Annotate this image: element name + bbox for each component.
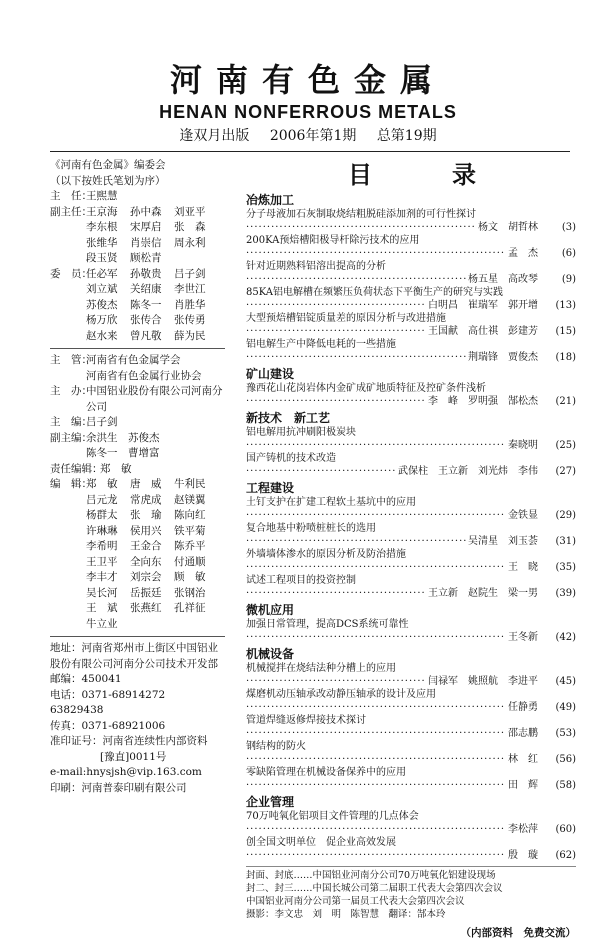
editor-name: 陈向红	[174, 509, 206, 521]
toc-entry-leader	[246, 439, 576, 452]
org-role: 主 管：	[50, 354, 92, 366]
board-group	[50, 205, 225, 267]
divider	[50, 636, 225, 637]
org-row	[50, 431, 225, 462]
toc-entry-authors: 李松萍	[508, 824, 538, 835]
editor-name: 陈乔平	[174, 540, 206, 552]
member-name: 关绍康	[130, 283, 162, 295]
toc-entry-leader	[246, 561, 576, 574]
masthead-credits	[50, 158, 225, 796]
toc-entry-title: 豫西花山花岗岩体内金矿成矿地质特征及控矿条件浅析	[246, 383, 486, 394]
org-role: 主 编：	[50, 416, 92, 428]
org-value: 吕子剑	[86, 416, 118, 428]
editor-name: 王金合	[130, 540, 162, 552]
toc-entry-page: (29)	[555, 510, 576, 521]
dot-leader	[246, 727, 506, 740]
toc-entry-title: 大型预焙槽铝锭质量差的原因分析与改进措施	[246, 313, 446, 324]
dot-leader	[246, 631, 506, 644]
org-role: 责任编辑：	[50, 462, 103, 475]
org-row	[50, 415, 225, 431]
toc-entry	[246, 260, 576, 286]
organization	[50, 353, 225, 477]
toc-entry-leader	[246, 849, 576, 862]
issue-number: 2006年第1期	[269, 128, 357, 144]
toc-entry	[246, 836, 576, 862]
toc-entry-leader	[246, 299, 576, 312]
editor-name: 张燕红	[130, 602, 162, 614]
toc-section-title: 机械设备	[246, 647, 295, 661]
dot-leader	[246, 509, 506, 522]
org-row	[50, 353, 225, 384]
toc-entry-authors: 王冬新	[508, 632, 538, 643]
toc-entry-title: 机械搅拌在烧结法种分槽上的应用	[246, 663, 396, 674]
dot-leader	[246, 273, 466, 286]
toc-entry-page: (58)	[555, 780, 576, 791]
toc-section-title: 新技术 新工艺	[246, 411, 331, 425]
org-row	[50, 384, 225, 415]
member-name: 刘亚平	[174, 205, 206, 218]
license: 准印证号：河南省连续性内部资料	[50, 735, 208, 747]
toc-entry-page: (31)	[555, 536, 576, 547]
license-number: [豫直]0011号	[100, 750, 167, 763]
dot-leader	[246, 675, 426, 688]
toc-entry-page: (3)	[561, 222, 576, 233]
toc-entry	[246, 234, 576, 260]
toc-entry-title: 加强日常管理，提高DCS系统可靠性	[246, 619, 409, 630]
fax: 传真：0371-68921006	[50, 719, 166, 732]
toc-section-title: 冶炼加工	[246, 193, 295, 207]
toc-entry-authors: 孟 杰	[508, 248, 538, 259]
member-name: 张 森	[174, 221, 206, 233]
editor-name: 侯用兴	[130, 524, 162, 537]
editor-name: 张 瑜	[130, 509, 162, 521]
editor-name: 杨群太	[86, 509, 118, 521]
dot-leader	[246, 439, 506, 452]
toc-entry-title: 煤磨机动压轴承改动静压轴承的设计及应用	[246, 689, 436, 700]
toc-entry-authors: 杨五星 高改琴	[468, 274, 538, 285]
member-name: 周永利	[174, 236, 206, 249]
editors	[50, 477, 225, 632]
toc-entry-authors: 李 峰 罗明强 郜松杰	[428, 396, 538, 407]
toc-entry-title: 铝电解用抗冲刷阳极炭块	[246, 427, 356, 438]
toc-entry-leader	[246, 701, 576, 714]
toc-entry-authors: 王 晓	[508, 562, 538, 573]
member-name: 孙中森	[130, 205, 162, 218]
editor-name: 张钢治	[174, 586, 206, 599]
masthead	[0, 60, 616, 145]
dot-leader	[246, 779, 506, 792]
editors-row	[50, 477, 225, 632]
toc-entry-page: (15)	[555, 326, 576, 337]
toc-entry-page: (45)	[555, 676, 576, 687]
member-name: 赵水来	[86, 329, 118, 342]
toc-entry-page: (13)	[555, 300, 576, 311]
member-name: 段玉贤	[86, 252, 118, 264]
toc-entry-page: (62)	[555, 850, 576, 861]
toc-entry-title: 外墙墙体渗水的原因分析及防治措施	[246, 549, 406, 560]
divider	[50, 348, 225, 349]
toc-entry-title: 铝电解生产中降低电耗的一些措施	[246, 339, 396, 350]
toc-entry-leader	[246, 779, 576, 792]
postcode: 邮编：450041	[50, 673, 122, 685]
toc-heading: 目 录	[348, 160, 504, 189]
toc-entry-leader	[246, 587, 576, 600]
editor-name: 王卫平	[86, 555, 118, 568]
toc-entry-leader	[246, 221, 576, 234]
toc-entry-authors: 邵志鹏	[508, 728, 538, 739]
masthead-rule	[50, 151, 570, 152]
toc-entry-page: (39)	[555, 588, 576, 599]
org-value: 郑 敏	[100, 462, 132, 475]
toc-entry-title: 分子母液加石灰制取烧结粗脱硅添加剂的可行性探讨	[246, 209, 476, 220]
toc-entry	[246, 382, 576, 408]
address: 地址：河南省郑州市上街区中国铝业股份有限公司河南分公司技术开发部	[50, 642, 218, 670]
toc-section-title: 企业管理	[246, 795, 295, 809]
dot-leader	[246, 325, 426, 338]
board-members	[50, 189, 225, 344]
toc-entry-title: 创全国文明单位 促企业高效发展	[246, 837, 396, 848]
toc-entry	[246, 452, 576, 478]
board-note: （以下按姓氏笔划为序）	[50, 174, 166, 187]
toc-entry-authors: 林 红	[508, 754, 538, 765]
toc-entry-authors: 吴清星 刘玉荟	[468, 536, 538, 547]
toc-entry	[246, 662, 576, 688]
dot-leader	[246, 395, 426, 408]
toc-entry-page: (6)	[561, 248, 576, 259]
member-name: 苏俊杰	[86, 298, 118, 311]
editor-name: 许琳琳	[86, 524, 118, 537]
printer: 印刷：河南普泰印刷有限公司	[50, 781, 187, 794]
toc-entry-title: 钢结构的防火	[246, 741, 306, 752]
cover-credit-line: 摄影：李文忠 刘 明 陈智慧 翻译：郜本玲	[246, 909, 446, 920]
toc-entry-page: (25)	[555, 440, 576, 451]
toc-entry	[246, 312, 576, 338]
editor-name: 常虎成	[130, 493, 162, 506]
publication-frequency: 逢双月出版	[179, 128, 250, 144]
toc-entry-authors: 秦晓明	[508, 440, 538, 451]
toc-entry	[246, 714, 576, 740]
toc-entry-page: (18)	[555, 352, 576, 363]
member-name: 王熙慧	[86, 190, 118, 202]
dot-leader	[246, 753, 506, 766]
toc-entry-title: 零缺陷管理在机械设备保养中的应用	[246, 767, 406, 778]
editor-name: 李丰才	[86, 571, 118, 583]
dot-leader	[246, 849, 506, 862]
journal-title-en: HENAN NONFERROUS METALS	[159, 102, 457, 122]
toc-entry-authors: 田 辉	[508, 780, 538, 791]
toc-entry-leader	[246, 351, 576, 364]
dot-leader	[246, 247, 506, 260]
toc-entry-leader	[246, 535, 576, 548]
board-role: 主 任：	[50, 190, 92, 202]
toc-entry-page: (35)	[555, 562, 576, 573]
toc-section-title: 微机应用	[246, 603, 295, 617]
toc-entry-page: (56)	[555, 754, 576, 765]
member-name: 刘立斌	[86, 283, 118, 295]
member-name: 薛为民	[174, 329, 206, 342]
table-of-contents	[246, 160, 576, 940]
toc-entry-page: (53)	[555, 728, 576, 739]
toc-entry-authors: 金铁显	[508, 510, 538, 521]
org-role: 副主编：	[50, 431, 92, 444]
journal-title-cn: 河南有色金属	[169, 61, 446, 99]
board-role: 副主任：	[50, 205, 92, 218]
toc-entry-leader	[246, 631, 576, 644]
toc-entry-leader	[246, 273, 576, 286]
member-name: 李世江	[174, 283, 206, 295]
toc-entry-authors: 杨文 胡哲林	[478, 222, 538, 233]
editor-name: 刘宗会	[130, 571, 162, 583]
toc-entry-title: 复合地基中粉喷桩桩长的选用	[246, 523, 376, 534]
board-names	[86, 267, 225, 345]
toc-entry	[246, 208, 576, 234]
toc-entry-title: 针对近期熟料铝溶出提高的分析	[246, 261, 386, 272]
editor-name: 顾 敏	[174, 571, 206, 583]
editor-name: 郑 敏	[86, 478, 118, 490]
toc-entry-leader	[246, 247, 576, 260]
member-name: 顾松青	[130, 252, 162, 264]
member-name: 杨万欣	[86, 314, 118, 326]
member-name: 李东根	[86, 221, 118, 233]
org-row	[50, 462, 225, 478]
toc-entry-leader	[246, 325, 576, 338]
board-group	[50, 267, 225, 345]
toc-entry-title: 土钉支护在扩建工程软土基坑中的应用	[246, 497, 416, 508]
editor-name: 唐 威	[130, 478, 162, 490]
member-name: 肖胜华	[174, 298, 206, 311]
toc-entry-leader	[246, 753, 576, 766]
org-value: 河南省有色金属学会 河南省有色金属行业协会	[86, 354, 202, 382]
cover-credits	[246, 869, 576, 921]
toc-section-title: 矿山建设	[246, 367, 295, 381]
toc-entry	[246, 286, 576, 312]
toc-entry	[246, 740, 576, 766]
member-name: 宋厚启	[130, 221, 162, 233]
toc-entry-leader	[246, 727, 576, 740]
editor-name: 岳振廷	[130, 586, 162, 599]
board-role: 委 员：	[50, 267, 92, 280]
editor-name: 孔祥征	[174, 602, 206, 614]
dot-leader	[246, 351, 466, 364]
toc-entry	[246, 618, 576, 644]
editor-name: 铁平菊	[174, 524, 206, 537]
editor-name: 王 斌	[86, 602, 118, 614]
member-name: 肖崇信	[130, 236, 162, 249]
dot-leader	[246, 823, 506, 836]
toc-entry-authors: 闫禄军 姚照航 李进平	[428, 676, 538, 687]
toc-entry-title: 国产铸机的技术改造	[246, 453, 336, 464]
dot-leader	[246, 701, 506, 714]
dot-leader	[246, 465, 396, 478]
toc-entry	[246, 548, 576, 574]
board-group	[50, 189, 225, 205]
total-issue-number: 总第19期	[376, 128, 437, 144]
dot-leader	[246, 587, 426, 600]
toc-entry-title: 试述工程项目的投资控制	[246, 575, 356, 586]
dot-leader	[246, 561, 506, 574]
toc-entry-leader	[246, 509, 576, 522]
member-name: 陈冬一	[130, 298, 162, 311]
member-name: 吕子剑	[174, 267, 206, 280]
editors-role: 编 辑：	[50, 478, 92, 490]
editor-name: 吴长河	[86, 586, 118, 599]
toc-entry-leader	[246, 465, 576, 478]
member-name: 王京海	[86, 205, 118, 218]
board-names	[86, 205, 225, 267]
editor-name: 全向东	[130, 555, 162, 568]
org-value: 余洪生 苏俊杰 陈冬一 曹增富	[86, 431, 160, 459]
contact-info	[50, 641, 225, 796]
toc-entry-title: 200KA预焙槽阳极导杆除污技术的应用	[246, 235, 420, 246]
toc-entry-page: (27)	[555, 466, 576, 477]
toc-entry	[246, 688, 576, 714]
editor-name: 赵镁翼	[174, 493, 206, 506]
internal-stamp: （内部资料 免费交流）	[460, 927, 576, 939]
editor-name: 牛立业	[86, 617, 118, 630]
toc-entry	[246, 496, 576, 522]
toc-entry-page: (42)	[555, 632, 576, 643]
toc-entry-leader	[246, 395, 576, 408]
dot-leader	[246, 535, 466, 548]
toc-entry-title: 管道焊缝返修焊接技术探讨	[246, 715, 366, 726]
org-value: 中国铝业股份有限公司河南分公司	[86, 385, 223, 413]
divider	[246, 866, 576, 867]
member-name: 张维华	[86, 236, 118, 249]
editor-names	[86, 477, 225, 632]
cover-credit-line: 中国铝业河南分公司第一届员工代表大会第四次会议	[246, 896, 465, 907]
editor-name: 李希明	[86, 540, 118, 552]
email: e-mail:hnysjsh@vip.163.com	[50, 766, 202, 778]
toc-sections	[246, 193, 576, 862]
toc-entry	[246, 426, 576, 452]
toc-entry-authors: 王国献 高仕祺 彭建芳	[428, 326, 538, 337]
toc-entry	[246, 810, 576, 836]
board-names	[86, 189, 130, 205]
dot-leader	[246, 299, 426, 312]
toc-entry-page: (21)	[555, 396, 576, 407]
board-title: 《河南有色金属》编委会	[50, 159, 166, 171]
toc-entry-leader	[246, 675, 576, 688]
member-name: 张传合	[130, 314, 162, 326]
member-name: 曾凡敬	[130, 329, 162, 342]
issue-line	[0, 125, 616, 145]
toc-entry-authors: 任静勇	[508, 702, 538, 713]
phone: 电话：0371-68914272 63829438	[50, 688, 176, 716]
editor-name: 付通顺	[174, 555, 206, 568]
toc-entry-authors: 武保柱 王立新 刘光炜 李伟	[398, 466, 538, 477]
toc-entry	[246, 766, 576, 792]
toc-section-title: 工程建设	[246, 481, 295, 495]
toc-entry-page: (49)	[555, 702, 576, 713]
toc-entry-title: 70万吨氧化铝项目文件管理的几点体会	[246, 811, 419, 822]
toc-entry-authors: 殷 璇	[508, 850, 538, 861]
toc-entry-leader	[246, 823, 576, 836]
toc-entry	[246, 522, 576, 548]
editor-name: 牛利民	[174, 478, 206, 490]
member-name: 任必军	[86, 267, 118, 280]
dot-leader	[246, 221, 476, 234]
toc-entry-page: (9)	[561, 274, 576, 285]
toc-entry	[246, 574, 576, 600]
toc-entry	[246, 338, 576, 364]
toc-entry-authors: 王立新 赵院生 梁一男	[428, 588, 538, 599]
toc-entry-authors: 荆瑞锋 贾俊杰	[468, 352, 538, 363]
member-name: 张传勇	[174, 314, 206, 326]
editor-name: 吕元龙	[86, 493, 118, 506]
cover-credit-line: 封二、封三……中国长城公司第二届职工代表大会第四次会议	[246, 883, 503, 894]
member-name: 孙敬贵	[130, 267, 162, 280]
org-role: 主 办：	[50, 385, 92, 397]
cover-credit-line: 封面、封底……中国铝业河南分公司70万吨氧化铝建设现场	[246, 870, 496, 881]
toc-entry-authors: 白明昌 崔瑞军 郭开增	[428, 300, 538, 311]
toc-entry-title: 85KA铝电解槽在频繁压负荷状态下平衡生产的研究与实践	[246, 287, 504, 298]
toc-entry-page: (60)	[555, 824, 576, 835]
